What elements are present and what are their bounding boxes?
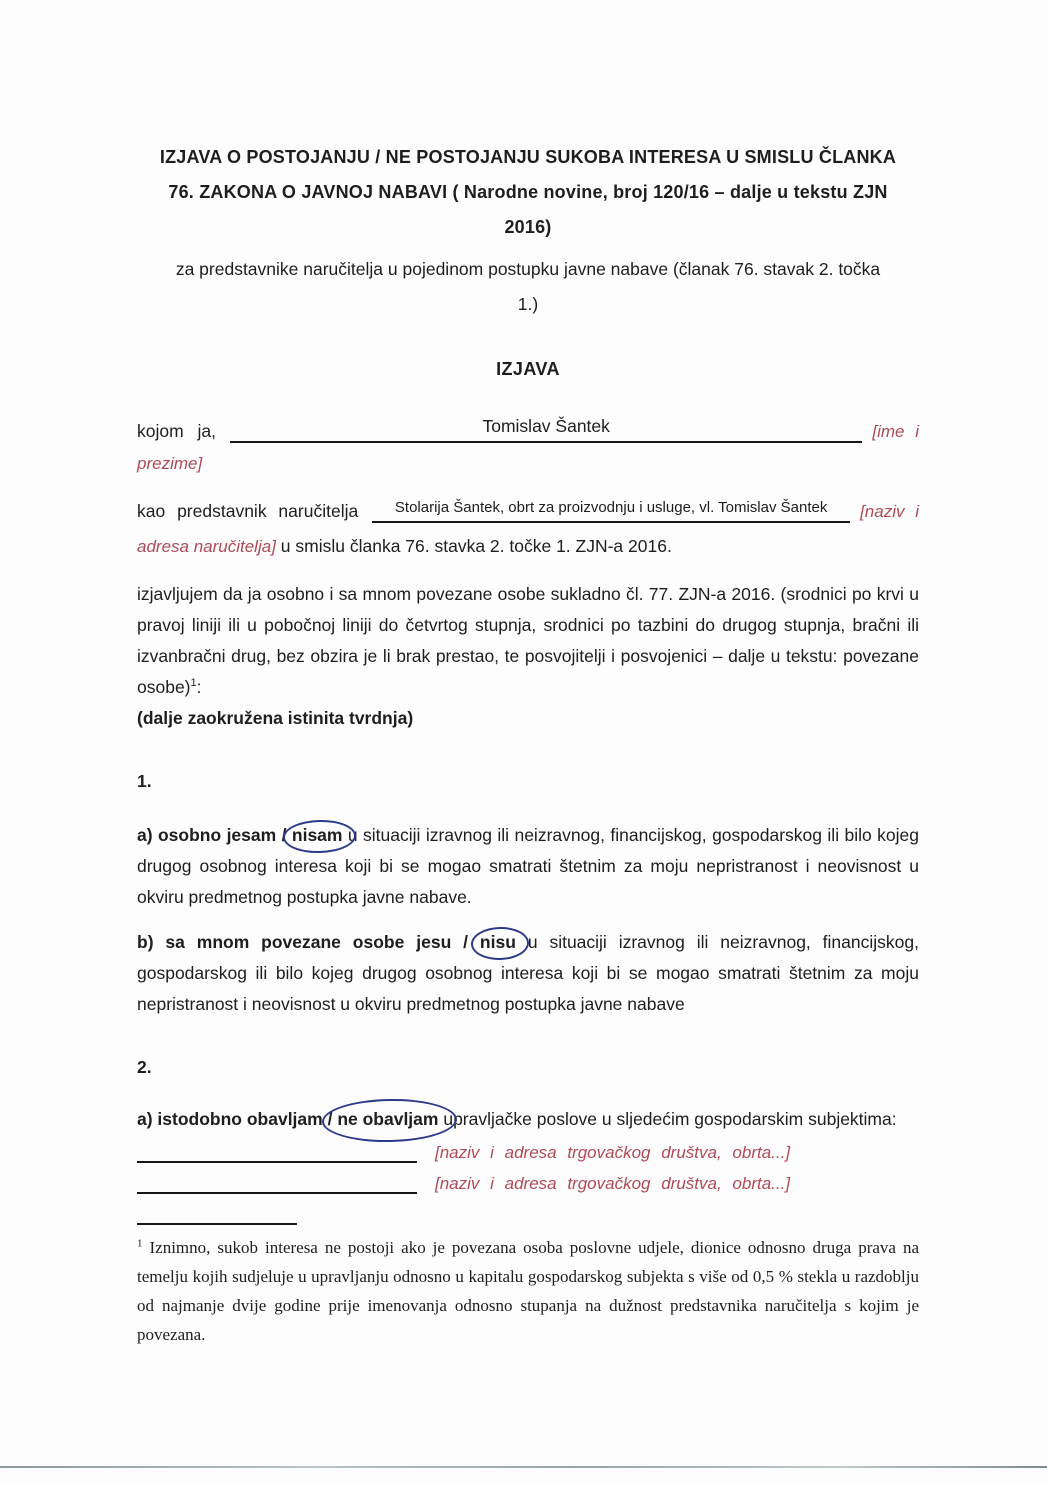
document-subtitle-line: za predstavnike naručitelja u pojedinom postupku javne nabave (članak 76. stavak 2. točka [175, 259, 881, 279]
document-title-line: 2016) [504, 217, 552, 237]
paragraph-2a-lead: a) istodobno obavljam / [137, 1109, 333, 1129]
footnote-number: 1 [137, 1237, 143, 1250]
paragraph-1a-rest: u situaciji izravnog ili neizravnog, financijskog, gospodarskog ili bilo kojeg drugog osobnog interesa koji bi se mogao smatrati štetnim za moju nepristranost i neovisnost u okviru predmetnog postupka javne nabave. [137, 825, 919, 907]
circled-phrase-ne-obavljam: ne obavljam [337, 1109, 439, 1129]
company-blank-hint: [naziv i adresa trgovačkog društva, obrta...] [435, 1143, 791, 1162]
paragraph-1a-lead: a) osobno jesam / [137, 825, 287, 845]
footnote-reference-mark: 1 [190, 677, 197, 690]
document-title-line: IZJAVA O POSTOJANJU / NE POSTOJANJU SUKOBA INTERESA U SMISLU ČLANKA [159, 147, 897, 167]
entity-field-hint-part2: adresa naručitelja] [137, 537, 276, 556]
declaration-heading: IZJAVA [496, 359, 560, 379]
paragraph-2a [137, 1104, 919, 1135]
footnote-text [137, 1233, 919, 1349]
scan-edge-artifact [0, 1466, 1047, 1468]
declaration-bold-note: (dalje zaokružena istinita tvrdnja) [137, 708, 414, 728]
document-subtitle-line: 1.) [517, 294, 539, 314]
circled-word-nisu: nisu [479, 932, 516, 952]
footnote-block [137, 1223, 919, 1349]
document-title [137, 140, 919, 245]
paragraph-1b-lead: b) sa mnom povezane osobe jesu / [137, 932, 469, 952]
footnote-separator-rule [137, 1223, 297, 1225]
name-field-row [137, 413, 919, 447]
name-field-hint-part1: [ime i [872, 422, 919, 441]
paragraph-1b [137, 927, 919, 1020]
section-1-number: 1. [137, 771, 152, 791]
entity-field-suffix: u smislu članka 76. stavka 2. točke 1. ZJN-a 2016. [280, 536, 672, 556]
declaration-paragraph [137, 579, 919, 734]
name-field-value-underline [230, 413, 862, 443]
company-blank-underline [137, 1139, 417, 1163]
paragraph-1a [137, 820, 919, 913]
document-subtitle [137, 252, 919, 322]
entity-field-label: kao predstavnik naručitelja [137, 501, 359, 521]
company-blank-row [137, 1137, 919, 1168]
declaration-tail: : [196, 677, 202, 697]
paragraph-2a-rest: upravljačke poslove u sljedećim gospodarskim subjektima: [443, 1109, 897, 1129]
name-field-value: Tomislav Šantek [482, 416, 610, 436]
section-2-number: 2. [137, 1057, 152, 1077]
name-field-hint-part2: prezime] [137, 454, 203, 473]
document-content [137, 0, 919, 1349]
footnote-body: Iznimno, sukob interesa ne postoji ako je povezana osoba poslovne udjele, dionice odnosno druga prava na temelju kojih sudjeluje u upravljanju odnosno u kapitalu gospodarskog subjekta s više od 0,5 % stekla u razdoblju od najmanje dvije godine prije imenovanja odnosno stupanja na dužnost predstavnika naručitelja s kojim je povezana. [137, 1238, 920, 1344]
company-blank-list [137, 1137, 919, 1199]
company-blank-row [137, 1168, 919, 1199]
circled-word-nisam: nisam [291, 825, 343, 845]
name-field-label: kojom ja, [137, 421, 217, 441]
entity-field-hint-part1: [naziv i [860, 502, 919, 521]
entity-field-value-underline [372, 496, 850, 523]
paragraph-1b-rest: u situaciji izravnog ili neizravnog, financijskog, gospodarskog ili bilo kojeg drugog osobnog interesa koji bi se mogao smatrati štetnim za moju nepristranost i neovisnost u okviru predmetnog postupka javne nabave [137, 932, 919, 1014]
entity-field-value: Stolarija Šantek, obrt za proizvodnju i usluge, vl. Tomislav Šantek [394, 499, 828, 516]
company-blank-underline [137, 1170, 417, 1194]
document-title-line: 76. ZAKONA O JAVNOJ NABAVI ( Narodne novine, broj 120/16 – dalje u tekstu ZJN [168, 182, 888, 202]
entity-field-row [137, 496, 919, 527]
entity-field-line2 [137, 531, 919, 562]
company-blank-hint: [naziv i adresa trgovačkog društva, obrta...] [435, 1174, 791, 1193]
declaration-body: izjavljujem da ja osobno i sa mnom povezane osobe sukladno čl. 77. ZJN-a 2016. (srodnici po krvi u pravoj liniji ili u pobočnoj liniji do četvrtog stupnja, srodnici po tazbini do drugog stupnja, bračni ili izvanbračni drug, bez obzira je li brak prestao, te posvojitelji i posvojenici – dalje u tekstu: povezane osobe) [137, 584, 919, 697]
